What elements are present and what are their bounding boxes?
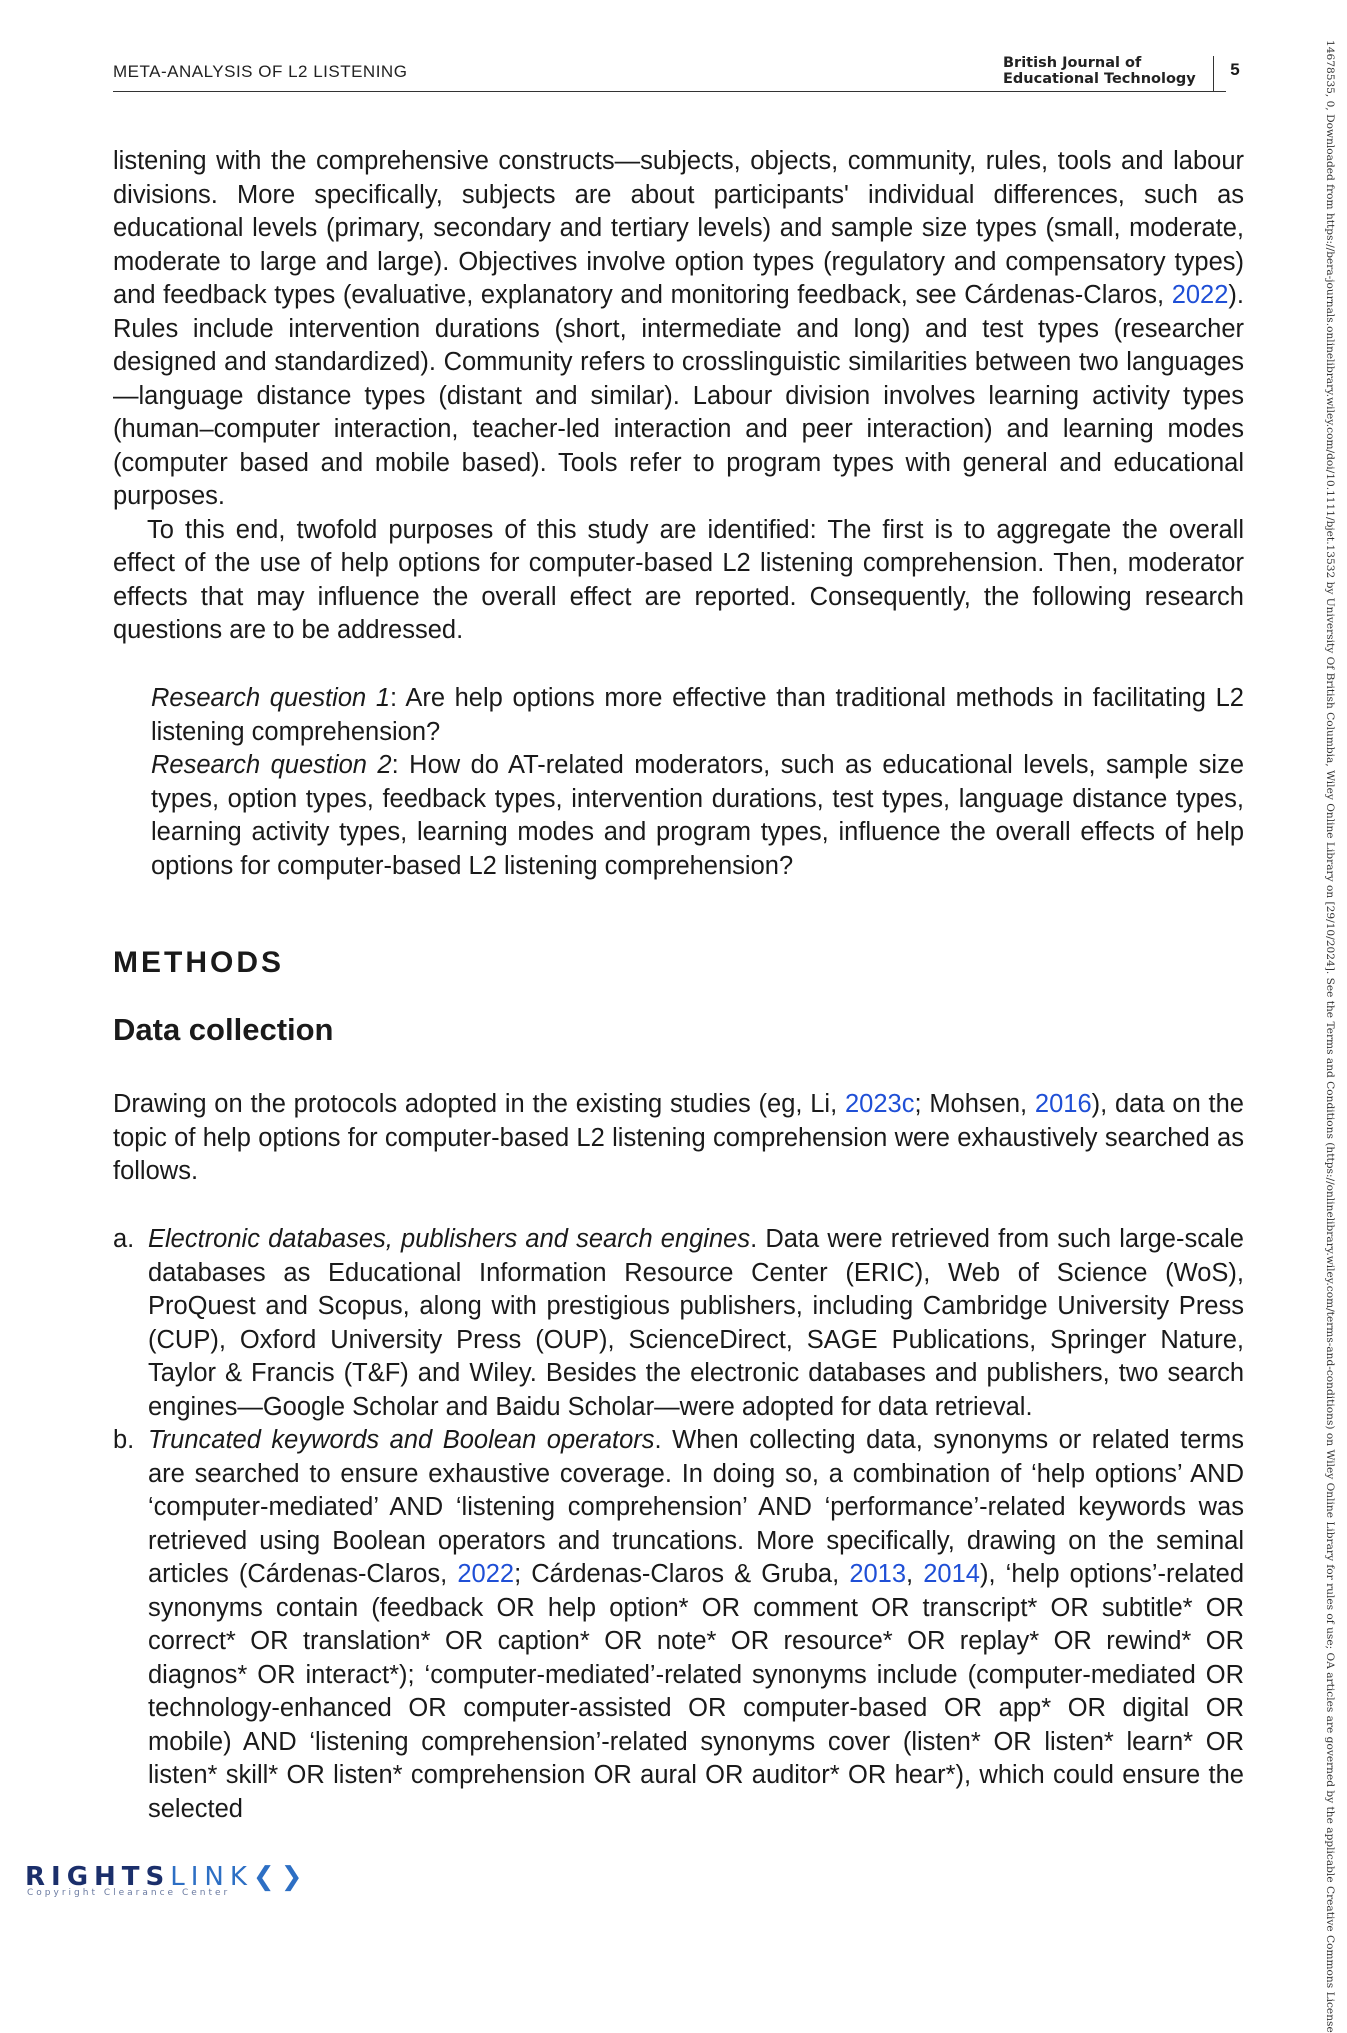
search-steps-list (113, 1223, 1244, 1826)
rq-text: : Are help options more effective than traditional methods in facilitating L2 listening comprehension? (151, 684, 1244, 746)
subsection-heading-data-collection: Data collection (113, 1012, 334, 1047)
citation-link[interactable]: 2022 (457, 1560, 515, 1588)
citation-link[interactable]: 2014 (923, 1560, 980, 1588)
paragraph-text: ; Mohsen, (914, 1090, 1035, 1118)
running-head: META-ANALYSIS OF L2 LISTENING (113, 62, 408, 81)
list-item-title: Truncated keywords and Boolean operators (148, 1426, 655, 1454)
list-item-text: ; Cárdenas-Claros & Gruba, (514, 1560, 850, 1588)
list-item-title: Electronic databases, publishers and search engines (148, 1225, 751, 1253)
rq-label: Research question 2 (151, 751, 392, 779)
header-separator (1213, 56, 1214, 91)
paragraph-text: ). Rules include intervention durations (short, intermediate and long) and test types (researcher designed and standardized). Community refers to crosslinguistic similarities between two languages—language distance types (distant and similar). Labour division involves learning activity types (human–computer interaction, teacher-led interaction and peer interaction) and learning modes (computer based and mobile based). Tools refer to program types with general and educational purposes. (113, 281, 1244, 510)
research-question-1 (151, 682, 1244, 749)
download-side-note (1322, 40, 1336, 2033)
rightslink-logo (25, 1862, 309, 1898)
citation-link[interactable]: 2022 (1171, 281, 1229, 309)
paragraph-text: Drawing on the protocols adopted in the existing studies (eg, Li, (113, 1090, 845, 1118)
paragraph-text: listening with the comprehensive constructs—subjects, objects, community, rules, tools and labour divisions. More specifically, subjects are about participants' individual differences, such as educational levels (primary, secondary and tertiary levels) and sample size types (small, moderate, moderate to large and large). Objectives involve option types (regulatory and compensatory types) and feedback types (evaluative, explanatory and monitoring feedback, see Cárdenas-Claros, (113, 147, 1244, 309)
logo-subtitle: Copyright Clearance Center (27, 1888, 231, 1898)
citation-link[interactable]: 2013 (849, 1560, 907, 1588)
research-question-2 (151, 749, 1244, 883)
paragraph-purposes: To this end, twofold purposes of this study are identified: The first is to aggregate the overall effect of the use of help options for computer-based L2 listening comprehension. Then, moderator effects that may influence the overall effect are reported. Consequently, the following research questions are to be addressed. (113, 515, 1244, 644)
list-marker: b. (113, 1426, 135, 1454)
intro-text (113, 145, 1244, 648)
research-questions (151, 682, 1244, 883)
citation-link[interactable]: 2023c (844, 1090, 915, 1118)
side-note-text: 14678535, 0, Downloaded from https://bera-journals.onlinelibrary.wiley.com/doi/10.1111/bjet.13532 by University Of British Columbia, Wiley Online Library on [29/10/2024]. See the Terms and Conditions (https://onlinelibrary.wiley.com/terms-and-conditions) on Wiley Online Library for rules of use; OA articles are governed by the applicable Creative Commons License (1324, 40, 1336, 2033)
data-collection-intro (113, 1088, 1244, 1189)
list-item-text: . When collecting data, synonyms or related terms are searched to ensure exhaustive coverage. In doing so, a combination of ‘help options’ AND ‘computer-mediated’ AND ‘listening comprehension’ AND ‘performance’-related keywords was retrieved using Boolean operators and truncations. More specifically, drawing on the seminal articles (Cárdenas-Claros, (148, 1426, 1244, 1588)
paragraph-constructs (113, 145, 1244, 514)
list-item (113, 1223, 1244, 1424)
logo-chevron-icon: ❮❯ (252, 1862, 309, 1892)
journal-name-line2: Educational Technology (1003, 71, 1196, 87)
rq-text: : How do AT-related moderators, such as educational levels, sample size types, option types, feedback types, intervention durations, test types, language distance types, learning activity types, learning modes and program types, influence the overall effects of help options for computer-based L2 listening comprehension? (151, 751, 1244, 880)
list-item (113, 1424, 1244, 1826)
citation-link[interactable]: 2016 (1034, 1090, 1092, 1118)
list-item-text: . Data were retrieved from such large-scale databases as Educational Information Resource Center (ERIC), Web of Science (WoS), ProQuest and Scopus, along with prestigious publishers, including Cambridge University Press (CUP), Oxford University Press (OUP), ScienceDirect, SAGE Publications, Springer Nature, Taylor & Francis (T&F) and Wiley. Besides the electronic databases and publishers, two search engines—Google Scholar and Baidu Scholar—were adopted for data retrieval. (148, 1225, 1244, 1421)
paragraph-text: ), data on the topic of help options for computer-based L2 listening comprehension were exhaustively searched as follows. (113, 1090, 1244, 1185)
section-heading-methods: METHODS (113, 946, 284, 979)
list-marker: a. (113, 1225, 135, 1253)
page-number: 5 (1230, 60, 1240, 79)
journal-name-line1: British Journal of (1003, 55, 1142, 71)
logo-text-light: LINK (170, 1862, 253, 1892)
journal-name (1003, 55, 1196, 87)
logo-text-dark: RIGHTS (25, 1862, 171, 1892)
list-item-text: ), ‘help options’-related synonyms contain (feedback OR help option* OR comment OR transcript* OR subtitle* OR correct* OR translation* OR caption* OR note* OR resource* OR replay* OR rewind* OR diagnos* OR interact*); ‘computer-mediated’-related synonyms include (computer-mediated OR technology-enhanced OR computer-assisted OR computer-based OR app* OR digital OR mobile) AND ‘listening comprehension’-related synonyms cover (listen* OR listen* learn* OR listen* skill* OR listen* comprehension OR aural OR auditor* OR hear*), which could ensure the selected (148, 1560, 1245, 1823)
paragraph-protocols (113, 1088, 1244, 1189)
rq-label: Research question 1 (151, 684, 390, 712)
header-rule (113, 91, 1226, 92)
list-item-text: , (906, 1560, 924, 1588)
